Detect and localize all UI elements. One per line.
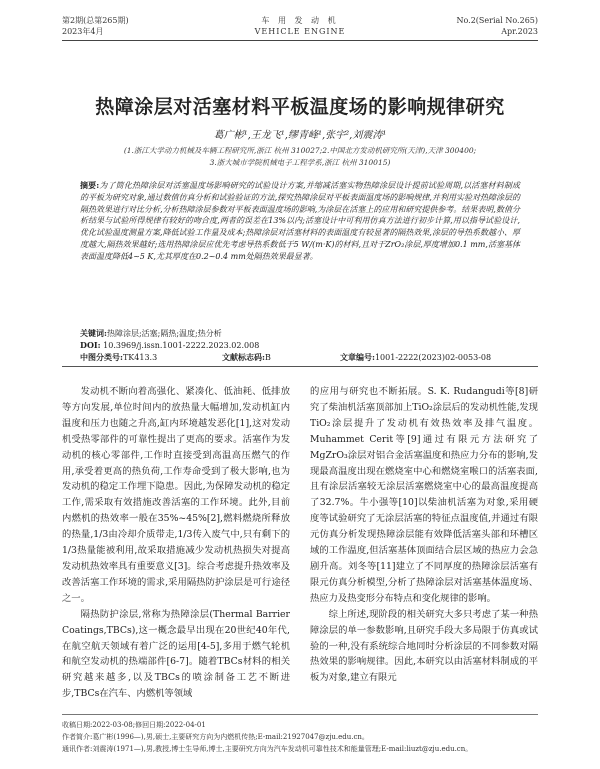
doi-value: 10.3969/j.issn.1001-2222.2023.02.008 <box>103 341 260 350</box>
body-column-left <box>62 384 290 702</box>
body-paragraph: 隔热防护涂层,常称为热障涂层(Thermal Barrier Coatings,TBCs),这一概念最早出现在20世纪40年代,在航空航天领域有着广泛的运用[4-5],多用于燃气轮机和航空发动机的热端部件[6-7]。随着TBCs材料的相关研究越来越多,以及TBCs的喷涂制备工艺不断进步,TBCs在汽车、内燃机等领域 <box>62 608 290 700</box>
footnote-author-bio: 作者简介:葛广彬(1996—),男,硕士,主要研究方向为内燃机传热;E-mail:21927047@zju.edu.cn。 <box>62 733 369 741</box>
journal-name-en: VEHICLE ENGINE <box>254 27 346 36</box>
article-number <box>340 352 491 363</box>
issue-date-en: Apr.2023 <box>501 27 538 36</box>
keywords <box>80 328 222 339</box>
body-column-right <box>310 384 538 686</box>
issue-number-en: No.2(Serial No.265) <box>456 16 538 25</box>
footnote-received-date: 收稿日期:2022-03-08;修回日期:2022-04-01 <box>62 721 206 729</box>
journal-name-cn: 车 用 发 动 机 <box>261 16 339 25</box>
running-header-right <box>456 15 538 37</box>
doi <box>80 340 259 350</box>
body-paragraph: 发动机不断向着高强化、紧凑化、低油耗、低排放等方向发展,单位时间内的放热量大幅增加,发动机缸内温度和压力也随之升高,缸内环境越发恶化[1],这对发动机受热零部件的可靠性提出了更高的要求。活塞作为发动机的核心零部件,工作时直接受到高温高压燃气的作用,承受着更高的热负荷,工作寿命受到了极大影响,也为发动机的稳定工作埋下隐患。因此,为保障发动机的稳定工作,需采取有效措施改善活塞的工作环境。此外,目前内燃机的热效率一般在35%~45%[2],燃料燃烧所释放的热量,1/3由冷却介质带走,1/3传入废气中,只有剩下的1/3热量能被利用,故采取措施减少发动机热损失对提高发动机热效率具有重要意义[3]。综合考虑提升热效率及改善活塞工作环境的需求,采用隔热防护涂层是可行途径之一。 <box>62 386 290 604</box>
article-number-label: 文章编号: <box>340 352 375 362</box>
keywords-label: 关键词: <box>80 328 107 338</box>
article-number-value: 1001-2222(2023)02-0053-08 <box>374 353 492 362</box>
affiliation-line-2: 3.浙大城市学院机械电子工程学系,浙江 杭州 310015) <box>209 158 391 167</box>
author-list: 葛广彬¹,王龙飞¹,缪青峰¹,张宇²,刘震涛¹ <box>213 130 387 141</box>
clc-label: 中图分类号: <box>80 352 123 362</box>
abstract-rule <box>62 366 538 367</box>
issue-number-cn: 第2期(总第265期) <box>62 16 129 25</box>
doc-code-label: 文献标志码: <box>222 352 265 362</box>
footnote-corresponding-author: 通讯作者:刘震涛(1971—),男,教授,博士生导师,博士,主要研究方向为汽车发动机可靠性技术和能量管理;E-mail:liuzt@zju.edu.cn。 <box>62 745 473 753</box>
doc-code-value: B <box>264 353 271 362</box>
abstract-label: 摘要: <box>80 180 100 190</box>
affiliation-line-1: (1.浙江大学动力机械及车辆工程研究所,浙江 杭州 310027;2.中国北方发动机研究所(天津),天津 300400; <box>123 146 477 155</box>
clc-value: TK413.3 <box>122 353 158 362</box>
clc-number <box>80 352 157 363</box>
abstract-text: 为了简化热障涂层对活塞温度场影响研究的试验设计方案,并缩减活塞实物热障涂层设计提前试验周期,以活塞材料制成的平板为研究对象,通过数值仿真分析和试验验证的方法,探究热障涂层对平板表面温度场的影响规律,并利用实验对热障涂层的隔热效果进行对比分析,分析热障涂层参数对平板表面温度场的影响,为涂层在活塞上的应用和研究提供参考。结果表明,数值分析结果与试验所得规律有较好的吻合度,两者的误差在13%以内;活塞设计中可利用仿真方法进行初步计算,用以指导试验设计,优化试验温度测量方案,降低试验工作量及成本;热障涂层对活塞材料的表面温度有较显著的隔热效果,涂层的导热系数越小、厚度越大,隔热效果越好;选用热障涂层应优先考虑导热系数低于5 W/(m·K)的材料,且对于ZrO₂涂层,厚度增加0.1 mm,活塞基体表面温度降低4~5 K,尤其厚度在0.2~0.4 mm处隔热效果最显著。 <box>80 181 520 261</box>
footnote-rule <box>62 714 538 715</box>
body-paragraph: 的应用与研究也不断拓展。S. K. Rudangudi等[8]研究了柴油机活塞顶部加上TiO₂涂层后的发动机性能,发现TiO₂涂层提升了发动机有效热效率及排气温度。Muhammet Cerit等[9]通过有限元方法研究了MgZrO₃涂层对铝合金活塞温度和热应力分布的影响,发现最高温度出现在燃烧室中心和燃烧室喉口的活塞表面,且有涂层活塞较无涂层活塞燃烧室中心的最高温度提高了32.7%。牛小强等[10]以柴油机活塞为对象,采用硬度等试验研究了无涂层活塞的特征点温度值,并通过有限元仿真分析发现热障涂层能有效降低活塞头部和环槽区域的工作温度,但活塞基体顶面结合层区域的热应力会急剧升高。刘冬等[11]建立了不同厚度的热障涂层活塞有限元仿真分析模型,分析了热障涂层对活塞基体温度场、热应力及热变形分布特点和变化规律的影响。 <box>310 386 539 604</box>
abstract <box>80 180 520 263</box>
header-rule <box>62 40 538 41</box>
keywords-text: 热障涂层;活塞;隔热;温度;热分析 <box>106 329 222 338</box>
issue-date-cn: 2023年4月 <box>62 27 104 36</box>
doi-label: DOI: <box>80 340 101 350</box>
body-paragraph: 综上所述,现阶段的相关研究大多只考虑了某一种热障涂层的单一参数影响,且研究手段大多局限于仿真或试验的一种,没有系统综合地同时分析涂层的不同参数对隔热效果的影响规律。因此,本研究以由活塞材料制成的平板为对象,建立有限元 <box>310 608 538 684</box>
article-title: 热障涂层对活塞材料平板温度场的影响规律研究 <box>95 96 505 118</box>
document-code <box>222 352 271 363</box>
